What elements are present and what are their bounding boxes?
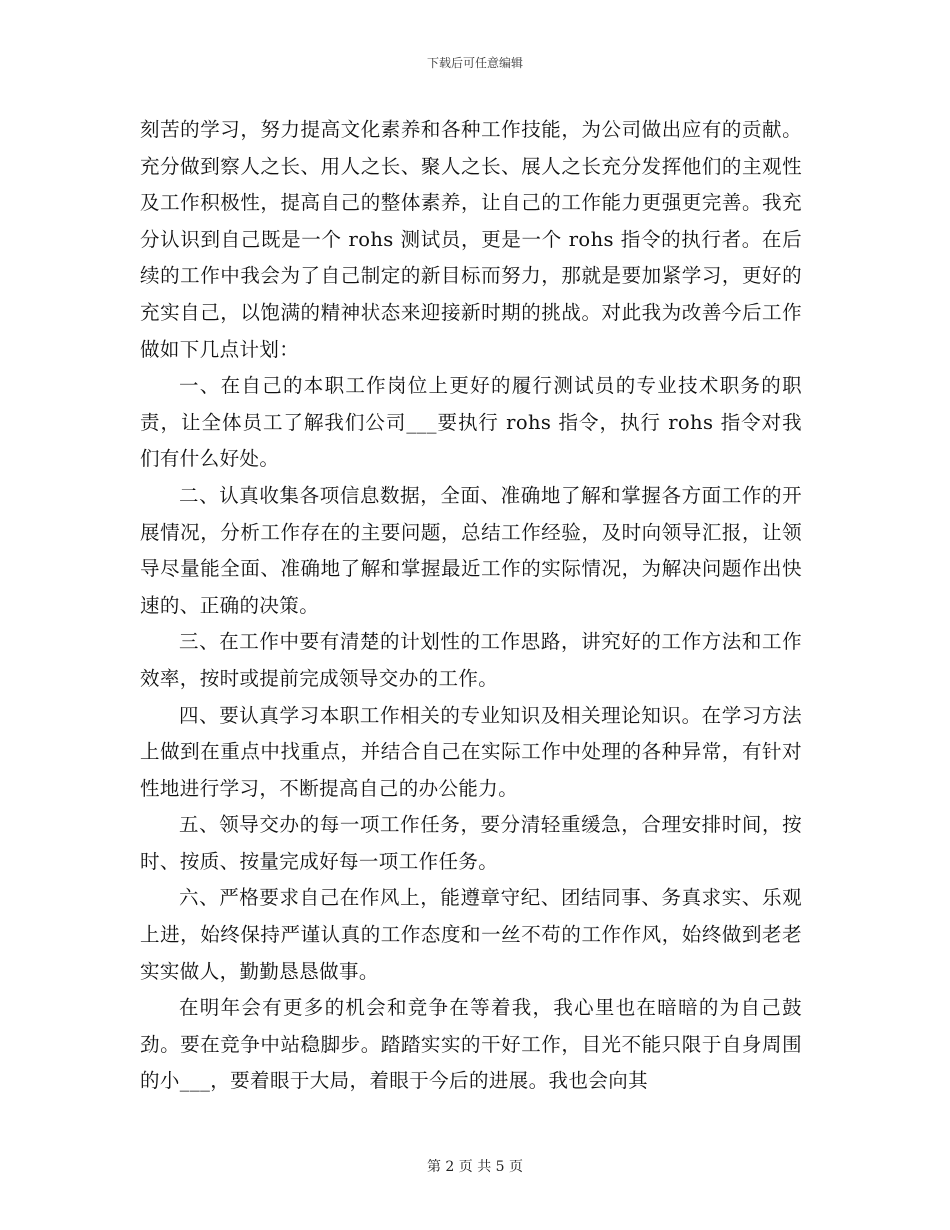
paragraph-5: 四、要认真学习本职工作相关的专业知识及相关理论知识。在学习方法上做到在重点中找重点，并结合自己在实际工作中处理的各种异常，有针对性地进行学习，不断提高自己的办公能力。 <box>140 703 802 800</box>
page-footer: 第 2 页 共 5 页 <box>426 1159 524 1175</box>
paragraph-3: 二、认真收集各项信息数据，全面、准确地了解和掌握各方面工作的开展情况，分析工作存在的主要问题，总结工作经验，及时向领导汇报，让领导尽量能全面、准确地了解和掌握最近工作的实际情况，为解决问题作出快速的、正确的决策。 <box>140 483 802 617</box>
paragraph-1: 刻苦的学习，努力提高文化素养和各种工作技能，为公司做出应有的贡献。充分做到察人之长、用人之长、聚人之长、展人之长充分发挥他们的主观性及工作积极性，提高自己的整体素养，让自己的工作能力更强更完善。我充分认识到自己既是一个 rohs 测试员，更是一个 rohs 指令的执行者。在后续的工作中我会为了自己制定的新目标而努力，那就是要加紧学习，更好的充实自己，以饱满的精神状态来迎接新时期的挑战。对此我为改善今后工作做如下几点计划： <box>140 118 802 361</box>
document-body <box>140 112 802 1100</box>
paragraph-4: 三、在工作中要有清楚的计划性的工作思路，讲究好的工作方法和工作效率，按时或提前完成领导交办的工作。 <box>140 630 802 690</box>
paragraph-2: 一、在自己的本职工作岗位上更好的履行测试员的专业技术职务的职责，让全体员工了解我们公司___要执行 rohs 指令，执行 rohs 指令对我们有什么好处。 <box>140 374 802 471</box>
paragraph-8: 在明年会有更多的机会和竞争在等着我，我心里也在暗暗的为自己鼓劲。要在竞争中站稳脚步。踏踏实实的干好工作，目光不能只限于自身周围的小___，要着眼于大局，着眼于今后的进展。我也会向其 <box>140 996 802 1093</box>
paragraph-6: 五、领导交办的每一项工作任务，要分清轻重缓急，合理安排时间，按时、按质、按量完成好每一项工作任务。 <box>140 813 802 873</box>
page-header: 下载后可任意编辑 <box>426 56 523 70</box>
paragraph-7: 六、严格要求自己在作风上，能遵章守纪、团结同事、务真求实、乐观上进，始终保持严谨认真的工作态度和一丝不苟的工作作风，始终做到老老实实做人，勤勤恳恳做事。 <box>140 886 802 983</box>
